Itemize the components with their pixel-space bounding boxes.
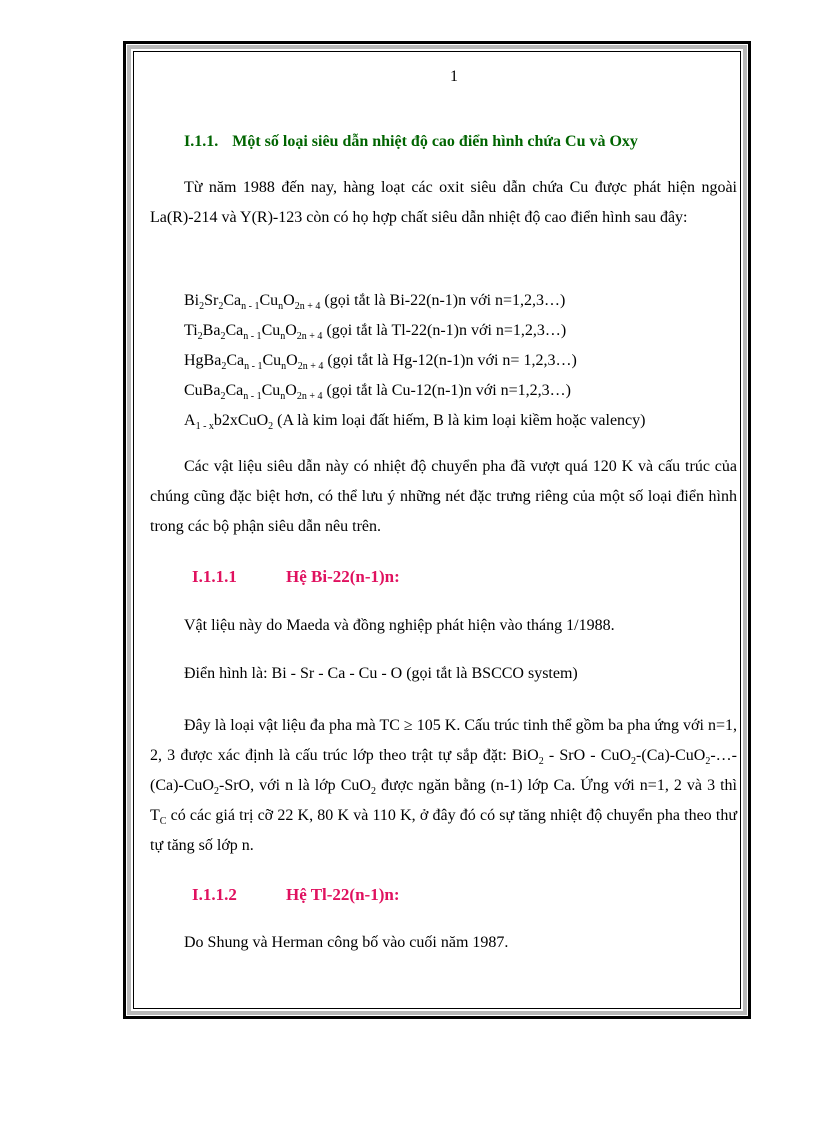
heading-section-tl <box>192 885 400 905</box>
intro-text: Từ năm 1988 đến nay, hàng loạt các oxit siêu dẫn chứa Cu được phát hiện ngoài La(R)-214 và Y(R)-123 còn có họ hợp chất siêu dẫn nhiệt độ cao điển hình sau đây: <box>150 179 737 226</box>
heading-main <box>184 133 638 151</box>
heading-section-bi <box>192 567 400 587</box>
page-number: 1 <box>450 68 458 85</box>
bi-line-discovery: Vật liệu này do Maeda và đồng nghiệp phát hiện vào tháng 1/1988. <box>184 617 615 634</box>
bi-structure-paragraph: Đây là loại vật liệu đa pha mà TC ≥ 105 K. Cấu trúc tinh thể gồm ba pha ứng với n=1, 2, 3 được xác định là cấu trúc lớp theo trật tự sắp đặt: BiO$_2$ - SrO - CuO$_2$-(Ca)-CuO$_2$-…-(Ca)-CuO$_2$-SrO, với n là lớp CuO$_2$ được ngăn bằng (n-1) lớp Ca. Ứng với n=1, 2 và 3 thì $T_C$ có các giá trị cỡ 22 K, 80 K và 110 K, ở đây đó có sự tăng nhiệt độ chuyển pha theo thư tự tăng số lớp n. <box>150 717 738 854</box>
intro-paragraph <box>150 173 737 233</box>
heading-main-number: I.1.1. <box>184 133 219 150</box>
heading-section-bi-number: I.1.1.1 <box>192 567 237 586</box>
formula-hg: $HgBa_2Ca_{n - 1}Cu_nO_{2n + 4}$ (gọi tắt là Hg-12(n-1)n với n= 1,2,3…) <box>184 352 577 373</box>
formula-bi: $Bi_2Sr_2Ca_{n - 1}Cu_nO_{2n + 4}$ (gọi tắt là Bi-22(n-1)n với n=1,2,3…) <box>184 292 566 313</box>
transition-paragraph <box>150 452 737 542</box>
heading-section-tl-number: I.1.1.2 <box>192 885 237 904</box>
bi-line-typical: Điển hình là: Bi - Sr - Ca - Cu - O (gọi tắt là BSCCO system) <box>184 665 578 682</box>
formula-tl: $Ti_2Ba_2Ca_{n - 1}Cu_nO_{2n + 4}$ (gọi tắt là Tl-22(n-1)n với n=1,2,3…) <box>184 322 567 343</box>
heading-section-bi-title: Hệ Bi-22(n-1)n: <box>286 567 400 586</box>
formula-a: $A_{1 - x}b2xCuO_2$ (A là kim loại đất hiếm, B là kim loại kiềm hoặc valency) <box>184 412 646 433</box>
transition-text: Các vật liệu siêu dẫn này có nhiệt độ chuyển pha đã vượt quá 120 K và cấu trúc của chúng cũng đặc biệt hơn, có thể lưu ý những nét đặc trưng riêng của một số loại điển hình trong các bộ phận siêu dẫn nêu trên. <box>150 458 737 535</box>
heading-section-tl-title: Hệ Tl-22(n-1)n: <box>286 885 400 904</box>
heading-main-title: Một số loại siêu dẫn nhiệt độ cao điển hình chứa Cu và Oxy <box>232 133 638 150</box>
tl-line-announcement: Do Shung và Herman công bố vào cuối năm 1987. <box>184 934 509 951</box>
formula-cu: $CuBa_2Ca_{n - 1}Cu_nO_{2n + 4}$ (gọi tắt là Cu-12(n-1)n với n=1,2,3…) <box>184 382 572 403</box>
